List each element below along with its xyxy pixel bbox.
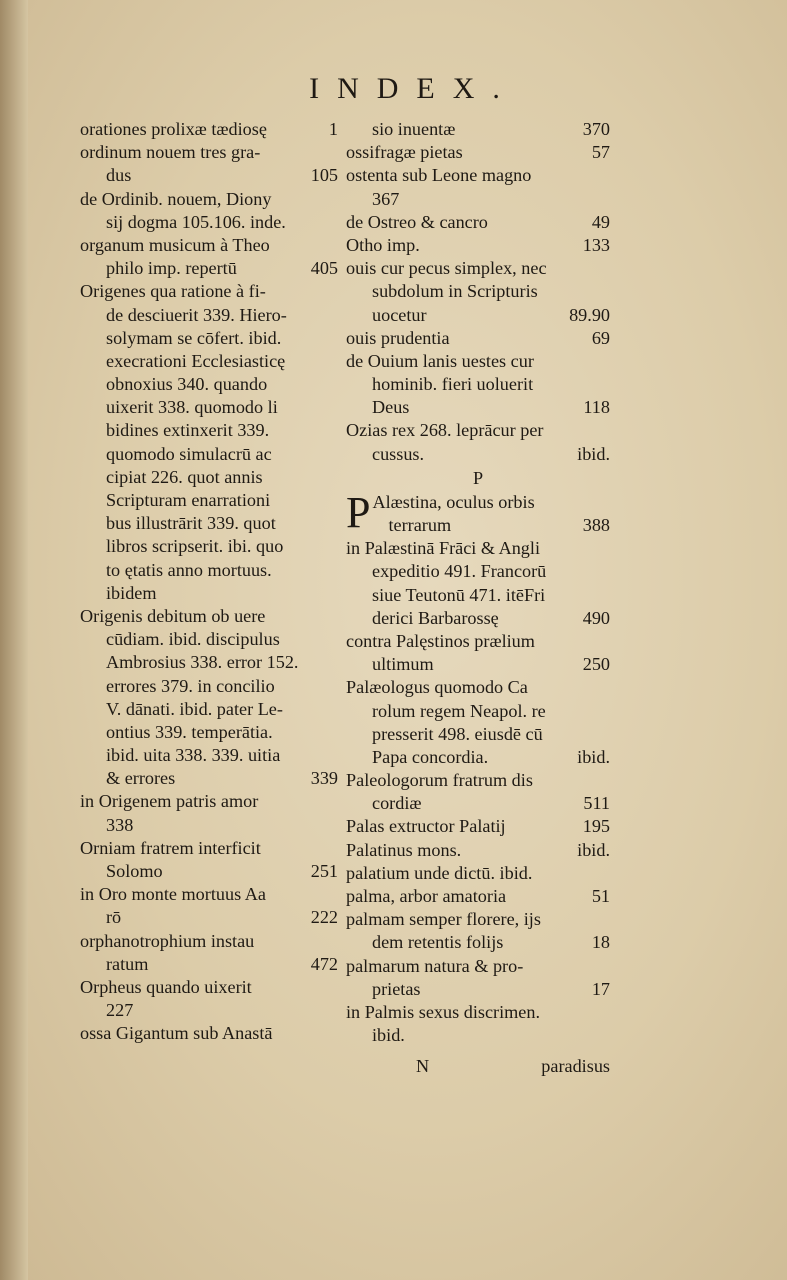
index-entry-text: Solomo [106, 861, 163, 881]
index-entry-line [80, 721, 338, 744]
index-entry-text: hominib. fieri uoluerit [372, 374, 534, 395]
index-entry-text: in Origenem patris amor [80, 791, 259, 812]
index-entry-line [346, 676, 610, 699]
page-reference: 89.90 [569, 304, 610, 325]
index-entry-line [346, 700, 610, 723]
drop-cap-entry [346, 487, 610, 537]
index-entry-line [346, 723, 610, 746]
index-entry-text: Orpheus quando uixerit [80, 976, 252, 997]
index-entry-line [346, 327, 610, 350]
index-entry-line [80, 188, 338, 211]
index-entry-text: presserit 498. eiusdē cū [372, 723, 543, 744]
index-entry-text: ultimum [372, 654, 434, 675]
index-entry-line [80, 605, 338, 628]
page-reference: ibid. [577, 839, 610, 860]
index-entry-line [80, 559, 338, 582]
index-entry-line [80, 883, 338, 906]
index-entry-text: de desciuerit 339. Hiero- [106, 304, 287, 325]
index-entry-text: de Ostreo & cancro [346, 211, 488, 232]
index-entry-line [80, 628, 338, 651]
index-entry-text: Otho imp. [346, 234, 420, 255]
page-reference: 118 [583, 397, 610, 418]
index-entry-line [346, 350, 610, 373]
catchword: paradisus [541, 1056, 610, 1076]
index-entry-line [346, 280, 610, 303]
index-entry-text: Orniam fratrem interficit [80, 837, 261, 858]
index-entry-text: uixerit 338. quomodo li [106, 397, 278, 418]
index-entry-line [80, 906, 338, 929]
index-entry-text: errores 379. in concilio [106, 675, 275, 696]
page-reference: ibid. [577, 443, 610, 464]
index-entry-line [80, 535, 338, 558]
index-entry-line [346, 1024, 610, 1047]
page-reference: 405 [310, 258, 338, 279]
page-reference: 370 [582, 119, 610, 139]
index-entry-text: Alæstina, oculus orbis [372, 491, 535, 512]
index-entry-line [346, 1001, 610, 1024]
index-entry-line [80, 234, 338, 257]
index-entry-line [80, 1022, 338, 1045]
index-entry-text: palatium unde dictū. ibid. [346, 862, 533, 883]
index-entry-line [346, 141, 610, 164]
index-entry-line [80, 419, 338, 442]
page-reference: 105 [310, 165, 338, 186]
index-entry-line [346, 978, 610, 1001]
index-entry-line [80, 651, 338, 674]
page-reference: 69 [591, 327, 610, 348]
index-entry-text: de Ordinib. nouem, Diony [80, 188, 272, 209]
index-entry-line [80, 953, 338, 976]
index-entry-text: 338 [106, 814, 134, 835]
right-column-entries-o [346, 118, 610, 466]
page-reference: 133 [582, 234, 610, 255]
index-entry-line [80, 257, 338, 280]
index-entry-line [80, 744, 338, 767]
index-entry-text: cipiat 226. quot annis [106, 466, 263, 487]
drop-cap: P [346, 487, 371, 537]
index-entry-text: cordiæ [372, 793, 422, 814]
index-entry-line [346, 514, 610, 537]
index-entry-line [346, 396, 610, 419]
index-entry-text: & errores [106, 768, 176, 789]
index-entry-text: ontius 339. temperātia. [106, 721, 273, 742]
page-reference: 17 [591, 978, 610, 999]
index-entry-text: solymam se cōfert. ibid. [106, 327, 282, 348]
index-entry-text: ratum [106, 953, 149, 974]
right-column-entries-p [346, 537, 610, 1047]
index-entry-line [346, 537, 610, 560]
index-entry-line [346, 118, 610, 141]
index-entry-text: ibidem [106, 582, 157, 603]
index-entry-text: ossifragæ pietas [346, 142, 463, 163]
page-reference: 195 [582, 816, 610, 837]
index-entry-line [80, 675, 338, 698]
index-entry-text: 227 [106, 1000, 134, 1021]
index-entry-text: Ozias rex 268. leprācur per [346, 420, 544, 441]
index-entry-line [346, 234, 610, 257]
index-entry-line [346, 885, 610, 908]
index-entry-text: Palatinus mons. [346, 839, 462, 860]
index-entry-line [80, 976, 338, 999]
index-entry-line [80, 837, 338, 860]
index-entry-line [346, 211, 610, 234]
index-entry-line [80, 814, 338, 837]
index-entry-line [80, 443, 338, 466]
index-entry-line [80, 930, 338, 953]
index-entry-line [80, 860, 338, 883]
index-entry-text: palmam semper florere, ijs [346, 909, 541, 930]
index-entry-text: in Oro monte mortuus Aa [80, 884, 266, 905]
index-entry-line [346, 839, 610, 862]
index-entry-line [80, 373, 338, 396]
signature-mark: N [416, 1056, 430, 1076]
index-entry-text: ostenta sub Leone magno [346, 165, 532, 186]
page-reference: 250 [582, 654, 610, 675]
index-entry-line [80, 790, 338, 813]
index-entry-line [80, 350, 338, 373]
index-entry-text: prietas [372, 978, 421, 999]
index-entry-text: ossa Gigantum sub Anastā [80, 1023, 273, 1044]
index-entry-text: ouis prudentia [346, 327, 450, 348]
index-entry-text: uocetur [372, 304, 427, 325]
index-entry-text: derici Barbarossę [372, 607, 499, 628]
index-entry-text: Paleologorum fratrum dis [346, 770, 533, 791]
index-entry-line [80, 999, 338, 1022]
index-entry-line [346, 653, 610, 676]
page-reference: 490 [582, 607, 610, 628]
page-reference: 1 [328, 119, 338, 139]
index-entry-text: ouis cur pecus simplex, nec [346, 258, 547, 279]
index-entry-text: to ętatis anno mortuus. [106, 559, 272, 580]
page-reference: 339 [310, 768, 338, 789]
index-entry-line [80, 141, 338, 164]
index-entry-text: ibid. [372, 1025, 405, 1046]
index-entry-line [346, 746, 610, 769]
index-entry-text: expeditio 491. Francorū [372, 561, 547, 582]
index-entry-text: 367 [372, 188, 400, 209]
index-entry-line [346, 815, 610, 838]
index-entry-line [346, 862, 610, 885]
index-entry-text: Papa concordia. [372, 746, 489, 767]
index-entry-text: bus illustrārit 339. quot [106, 513, 276, 534]
index-entry-text: rolum regem Neapol. re [372, 700, 546, 721]
index-entry-line [80, 304, 338, 327]
index-entry-text: palmarum natura & pro- [346, 955, 524, 976]
index-entry-text: bidines extinxerit 339. [106, 420, 270, 441]
index-entry-line [80, 698, 338, 721]
index-entry-text: contra Palęstinos prælium [346, 630, 535, 651]
index-entry-line [346, 188, 610, 211]
index-entry-text: philo imp. repertū [106, 258, 237, 279]
index-entry-text: quomodo simulacrū ac [106, 443, 272, 464]
index-entry-text: Deus [372, 397, 410, 418]
index-entry-line [346, 931, 610, 954]
index-entry-text: dem retentis folijs [372, 932, 504, 953]
index-entry-line [80, 582, 338, 605]
index-entry-line [80, 396, 338, 419]
page-reference: 49 [591, 211, 610, 232]
index-entry-text: Scripturam enarrationi [106, 490, 271, 510]
index-entry-line [346, 373, 610, 396]
index-entry-text: ibid. uita 338. 339. uitia [106, 745, 281, 766]
index-entry-text: cussus. [372, 443, 425, 464]
index-entry-line [346, 769, 610, 792]
page-footer [346, 1056, 610, 1082]
index-entry-text: sij dogma 105.106. inde. [106, 211, 286, 232]
index-entry-line [346, 257, 610, 280]
index-entry-line [346, 304, 610, 327]
index-entry-text: organum musicum à Theo [80, 234, 270, 255]
index-entry-text: orphanotrophium instau [80, 930, 255, 951]
index-entry-line [346, 955, 610, 978]
index-entry-text: Palæologus quomodo Ca [346, 677, 528, 698]
index-entry-line [80, 280, 338, 303]
index-entry-text: in Palmis sexus discrimen. [346, 1001, 540, 1022]
page-gutter-shadow [0, 0, 28, 1280]
page-reference: 57 [591, 142, 610, 163]
page-header: INDEX. [309, 72, 518, 105]
index-entry-text: dus [106, 165, 132, 186]
index-column-left [80, 118, 338, 1046]
index-entry-text: Origenis debitum ob uere [80, 605, 266, 626]
index-entry-line [346, 419, 610, 442]
index-entry-line [80, 466, 338, 489]
page-reference: ibid. [577, 746, 610, 767]
index-entry-text: cūdiam. ibid. discipulus [106, 629, 280, 650]
page-reference: 511 [583, 793, 610, 814]
index-entry-text: palma, arbor amatoria [346, 886, 507, 907]
page-reference: 388 [582, 515, 610, 535]
index-entry-text: in Palæstinā Frāci & Angli [346, 538, 540, 559]
index-entry-text: de Ouium lanis uestes cur [346, 350, 534, 371]
index-entry-text: sio inuentæ [372, 119, 456, 139]
page-reference: 18 [591, 932, 610, 953]
index-entry-text: orationes prolixæ tædiosę [80, 119, 267, 139]
index-entry-text: Ambrosius 338. error 152. [106, 652, 299, 673]
index-entry-text: V. dānati. ibid. pater Le- [106, 698, 283, 719]
index-entry-line [80, 512, 338, 535]
section-letter: P [472, 467, 484, 488]
page-reference: 251 [310, 861, 338, 881]
index-entry-text: Palas extructor Palatij [346, 816, 506, 837]
index-entry-line [346, 164, 610, 187]
index-entry-line [346, 792, 610, 815]
index-entry-line [80, 327, 338, 350]
index-entry-line [346, 560, 610, 583]
index-entry-text: rō [106, 907, 122, 928]
page-reference: 472 [310, 953, 338, 974]
index-entry-line [346, 584, 610, 607]
index-entry-text: obnoxius 340. quando [106, 374, 268, 395]
index-entry-text: ordinum nouem tres gra- [80, 142, 261, 163]
index-entry-line [80, 164, 338, 187]
index-entry-line [346, 443, 610, 466]
index-entry-text: subdolum in Scripturis [372, 281, 538, 302]
index-entry-line [346, 908, 610, 931]
index-entry-text: terrarum [388, 515, 452, 535]
index-entry-line [346, 630, 610, 653]
page-reference: 51 [591, 886, 610, 907]
page-reference: 222 [310, 907, 338, 928]
index-entry-text: siue Teutonū 471. itēFri [372, 584, 546, 605]
index-entry-text: execrationi Ecclesiasticę [106, 350, 286, 371]
index-entry-line [346, 607, 610, 630]
index-entry-line [80, 767, 338, 790]
index-entry-text: Origenes qua ratione à fi- [80, 281, 266, 302]
index-entry-line [80, 489, 338, 512]
index-entry-line [80, 118, 338, 141]
index-entry-line [80, 211, 338, 234]
index-entry-text: libros scripserit. ibi. quo [106, 536, 284, 557]
index-column-right [346, 118, 610, 1047]
